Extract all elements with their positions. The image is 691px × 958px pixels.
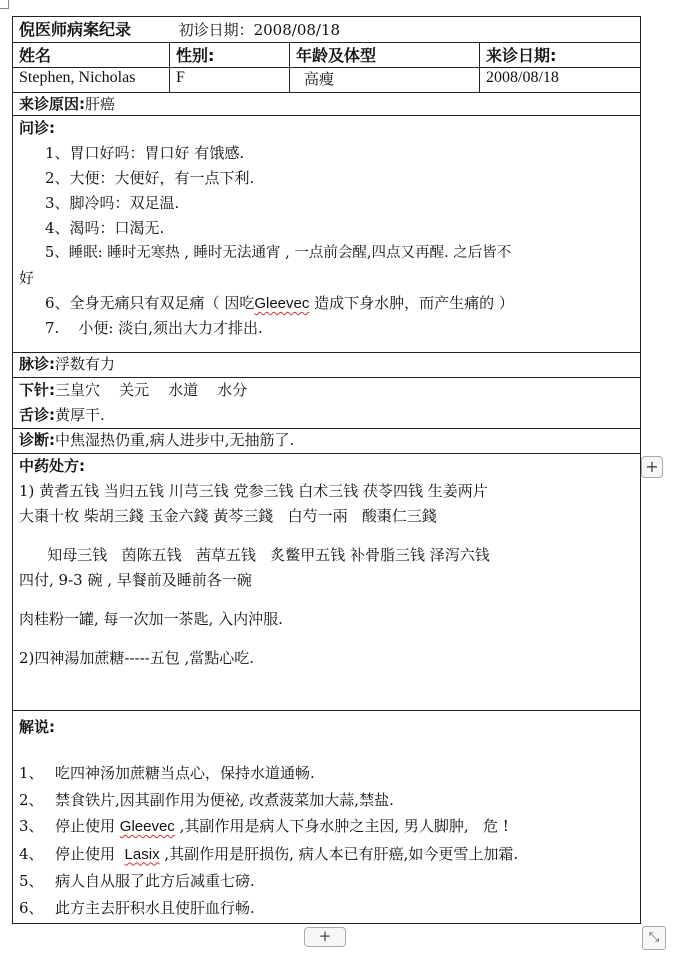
visit-date-label: 来诊日期: — [486, 46, 557, 65]
page-corner-marker — [0, 0, 9, 9]
prescription-label: 中药处方: — [19, 457, 85, 475]
explanation-text: 停止使用 — [55, 817, 120, 835]
visit-value-cell — [480, 68, 641, 93]
diagnosis-value: 中焦湿热仍重,病人进步中,无抽筋了. — [55, 431, 295, 449]
prescription-line: 1) 黄耆五钱 当归五钱 川芎三钱 党参三钱 白术三钱 茯苓四钱 生姜两片 — [19, 482, 488, 500]
explanation-text: 禁食铁片,因其副作用为便祕, 改煮菠菜加大蒜,禁盐. — [55, 790, 394, 809]
explanation-item — [19, 787, 634, 814]
age-label: 年龄及体型 — [296, 46, 377, 65]
add-column-button[interactable]: + — [641, 456, 663, 478]
inquiry-label: 问诊: — [19, 119, 55, 137]
inquiry-item-text: 造成下身水肿，而产生痛的 ） — [309, 294, 514, 312]
patient-body-type: 高瘦 — [304, 70, 335, 88]
explanation-text: 吃四神汤加蔗糖当点心，保持水道通畅. — [55, 764, 315, 782]
add-row-button[interactable]: + — [304, 927, 346, 947]
tongue-label: 舌诊: — [19, 406, 55, 424]
name-label: 姓名 — [19, 46, 52, 65]
resize-handle-icon[interactable]: ⤡ — [642, 926, 666, 950]
tongue-value: 黄厚干. — [55, 406, 105, 424]
age-label-cell — [290, 43, 480, 68]
explanation-number: 1、 — [19, 764, 44, 782]
drug-name: Lasix — [124, 845, 160, 863]
explanation-item — [19, 813, 634, 841]
pulse-value: 浮数有力 — [55, 355, 116, 373]
inquiry-item-text: 6、全身无痛只有双足痛（ 因吃 — [45, 294, 255, 312]
record-title: 倪医师病案纪录 — [19, 20, 132, 39]
reason-label: 来诊原因: — [19, 95, 85, 113]
record-table — [12, 16, 641, 924]
drug-name: Gleevec — [119, 818, 175, 835]
pulse-row — [13, 353, 641, 378]
explanation-label: 解说: — [19, 718, 55, 736]
diagnosis-label: 诊断: — [19, 431, 55, 449]
drug-name: Gleevec — [254, 295, 310, 312]
acupuncture-points: 三皇穴 关元 水道 水分 — [55, 381, 248, 399]
visit-label-cell — [480, 43, 641, 68]
prescription-line: 大棗十枚 柴胡三錢 玉金六錢 黃芩三錢 白芍一兩 酸棗仁三錢 — [19, 507, 437, 525]
pulse-label: 脉诊: — [19, 355, 55, 373]
prescription-line: 肉桂粉一罐, 每一次加一茶匙, 入内沖服. — [19, 610, 283, 628]
name-value-cell — [13, 68, 170, 93]
explanation-text: 停止使用 — [55, 844, 125, 863]
explanation-number: 3、 — [19, 817, 44, 835]
explanation-section — [13, 711, 641, 924]
patient-sex: F — [176, 69, 185, 86]
inquiry-item: 1、胃口好吗：胃口好 有饿感. — [45, 144, 245, 162]
explanation-number: 2、 — [19, 790, 44, 809]
prescription-section — [13, 454, 641, 711]
explanation-item — [19, 760, 634, 787]
explanation-item — [19, 841, 634, 869]
reason-value: 肝癌 — [85, 95, 116, 113]
sex-label: 性别: — [176, 46, 215, 65]
acupuncture-label: 下针: — [19, 381, 55, 399]
inquiry-item: 5、睡眠: 睡时无寒热 , 睡时无法通宵 , 一点前会醒,四点又再醒. 之后皆不 — [45, 245, 512, 261]
prescription-line: 四付, 9-3 碗 , 早餐前及睡前各一碗 — [19, 571, 252, 589]
patient-name: Stephen, Nicholas — [19, 69, 136, 86]
first-visit-date: 2008/08/18 — [253, 21, 341, 39]
first-visit-label: 初诊日期： — [178, 21, 254, 39]
inquiry-item: 3、脚冷吗：双足温. — [45, 194, 180, 212]
sex-value-cell — [170, 68, 290, 93]
diagnosis-row — [13, 429, 641, 454]
inquiry-item: 2、大便：大便好，有一点下利. — [45, 169, 255, 187]
explanation-item — [19, 895, 634, 922]
explanation-number: 5、 — [19, 872, 44, 890]
inquiry-item-continued: 好 — [19, 269, 35, 287]
explanation-list — [19, 760, 634, 921]
explanation-number: 6、 — [19, 898, 44, 917]
explanation-number: 4、 — [19, 844, 44, 863]
name-label-cell — [13, 43, 170, 68]
inquiry-item: 4、渴吗：口渴无. — [45, 219, 165, 237]
inquiry-item: 7. 小便: 淡白,须出大力才排出. — [45, 319, 263, 337]
inquiry-section — [13, 116, 641, 353]
acupuncture-tongue-row — [13, 378, 641, 429]
visit-date: 2008/08/18 — [486, 69, 559, 86]
explanation-text: ,其副作用是病人下身水肿之主因, 男人脚肿, 危 ! — [174, 817, 509, 835]
medical-record-document — [12, 16, 640, 924]
header-row — [13, 17, 641, 43]
age-value-cell — [290, 68, 480, 93]
explanation-item — [19, 868, 634, 895]
reason-row — [13, 93, 641, 116]
explanation-text: 此方主去肝积水且使肝血行畅. — [55, 898, 255, 917]
inquiry-item — [19, 291, 634, 316]
sex-label-cell — [170, 43, 290, 68]
explanation-text: 病人自从服了此方后减重七磅. — [55, 872, 255, 890]
prescription-line: 知母三钱 茵陈五钱 茜草五钱 炙鳖甲五钱 补骨脂三钱 泽泻六钱 — [33, 546, 490, 564]
explanation-text: ,其副作用是肝损伤, 病人本已有肝癌,如今更雪上加霜. — [159, 844, 519, 863]
prescription-line: 2)四神湯加蔗糖-----五包 ,當點心吃. — [19, 649, 255, 667]
